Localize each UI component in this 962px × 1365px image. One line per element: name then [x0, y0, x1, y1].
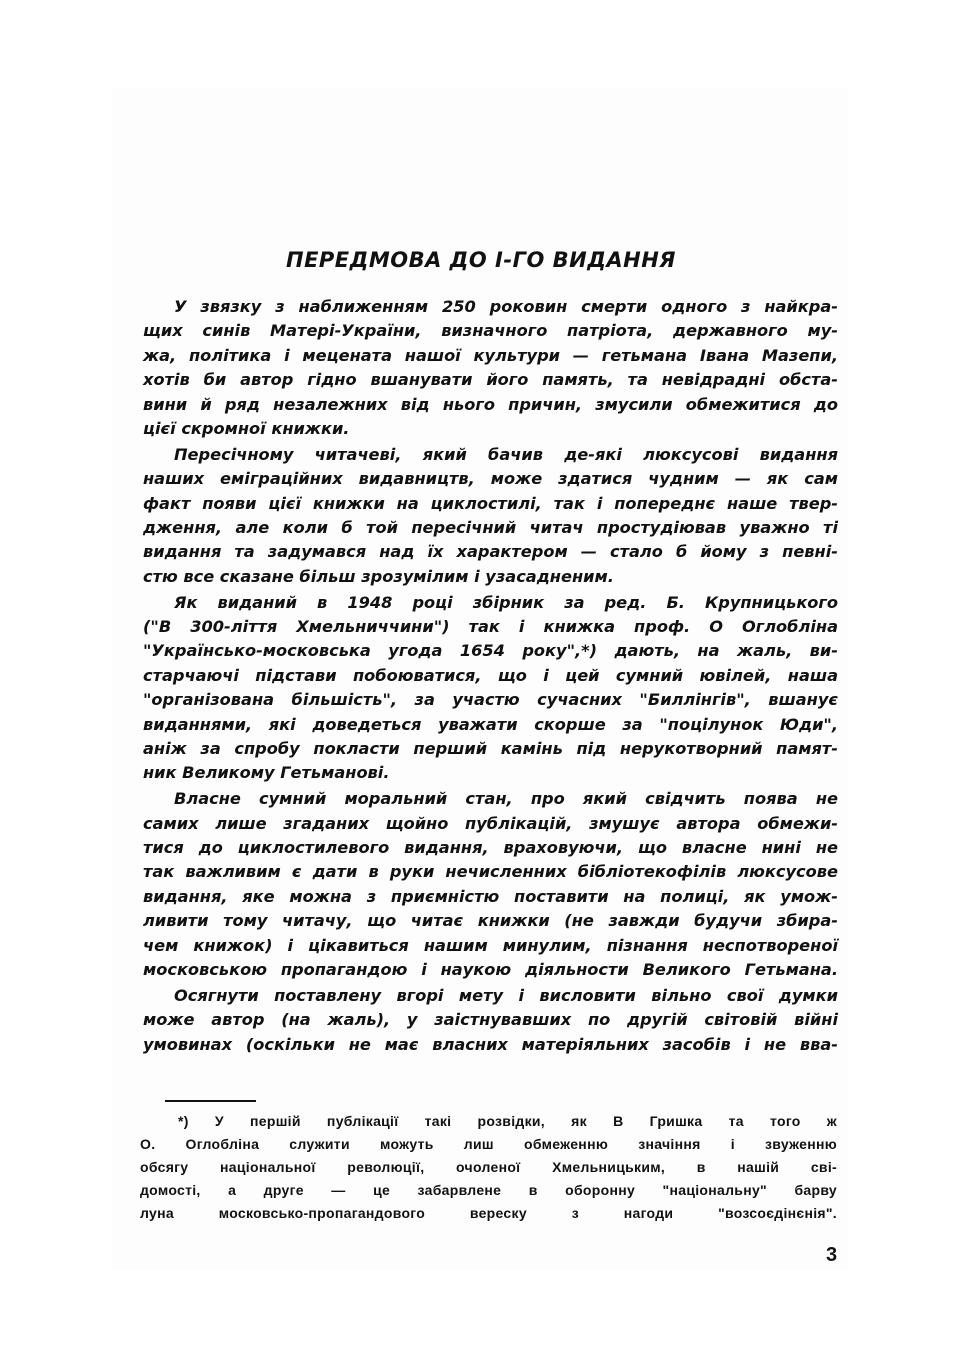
text-line: факт появи цієї книжки на циклостилі, так і попереднє наше твер-: [143, 493, 838, 513]
text-line: У звязку з наближенням 250 роковин смерти одного з найкра-: [174, 297, 838, 316]
text-line: ливити тому читачу, що читає книжки (не завжди будучи збира-: [143, 911, 838, 931]
footnote-line: луна московсько-пропагандового вереску з нагоди "возсоєдінєнія".: [140, 1205, 837, 1221]
text-line: видання та задумався над їх характером — стало б йому з певні-: [143, 542, 838, 562]
text-line: наших еміграційних видавництв, може здатися чудним — як сам: [143, 469, 838, 489]
text-line: цієї скромної книжки.: [143, 418, 350, 438]
text-line: "організована більшість", за участю сучасних "Биллінгів", вшанує: [143, 690, 838, 710]
text-line: хотів би автор гідно вшанувати його память, та невідрадні обста-: [143, 370, 838, 390]
paragraph-2: [143, 443, 838, 589]
footnote-line: *) У першій публікації такі розвідки, як В Гришка та того ж: [178, 1113, 837, 1129]
text-line: чем книжок) і цікавиться нашим минулим, пізнання неспотвореної: [143, 935, 838, 955]
text-line: Осягнути поставлену вгорі мету і висловити вільно свої думки: [174, 985, 838, 1005]
footnote: [140, 1110, 837, 1225]
text-line: так важливим є дати в руки нечисленних бібліотекофілів люксусове: [143, 862, 838, 882]
page-title: ПЕРЕДМОВА ДО І-ГО ВИДАННЯ: [286, 248, 676, 273]
text-line: дження, але коли б той пересічний читач простудіював уважно ті: [143, 518, 838, 538]
text-line: щих синів Матері-України, визначного патріота, державного му-: [143, 321, 838, 341]
text-line: аніж за спробу покласти перший камінь під нерукотворний памят-: [143, 739, 838, 759]
paragraph-3: [143, 591, 838, 786]
footnote-line: домості, а друге — це забарвлене в оборонну "національну" барву: [140, 1182, 837, 1198]
text-line: Як виданий в 1948 році збірник за ред. Б. Крупницького: [174, 592, 838, 612]
text-line: виданнями, які доведеться уважати скорше за "поцілунок Юди",: [143, 714, 838, 734]
text-line: Власне сумний моральний стан, про який свідчить поява не: [174, 789, 838, 809]
text-line: ("В 300-ліття Хмельниччини") так і книжка проф. О Оглобліна: [143, 617, 838, 637]
text-line: московською пропагандою і наукою діяльности Великого Гетьмана.: [143, 960, 838, 980]
text-line: старчаючі підстави побоюватися, що і цей сумний ювілей, наша: [143, 665, 838, 685]
paragraph-5: [143, 984, 838, 1057]
text-line: стю все сказане більш зрозумілим і узасадненим.: [143, 566, 614, 586]
footnote-divider: [165, 1100, 256, 1102]
paragraph-1: [143, 295, 838, 441]
text-line: видання, яке можна з приємністю поставити на полиці, як умож-: [143, 886, 838, 906]
text-line: Пересічному читачеві, який бачив де-які люксусові видання: [174, 444, 838, 464]
text-line: умовинах (оскільки не має власних матеріяльних засобів і не вва-: [143, 1034, 838, 1054]
text-line: жа, політика і мецената нашої культури — гетьмана Івана Мазепи,: [143, 345, 838, 365]
footnote-line: обсягу національної революції, очоленої Хмельницьким, в нашій сві-: [140, 1159, 837, 1175]
footnote-line: О. Оглобліна служити можуть лиш обмеженню значіння і звуженню: [140, 1136, 837, 1152]
page-number: 3: [826, 1244, 838, 1266]
text-line: вини й ряд незалежних від нього причин, змусили обмежитися до: [143, 394, 838, 414]
text-line: тися до циклостилевого видання, враховуючи, що власне нині не: [143, 838, 838, 858]
text-line: ник Великому Гетьманові.: [143, 763, 390, 783]
paragraph-4: [143, 787, 838, 982]
text-line: "Українсько-московська угода 1654 року",*) дають, на жаль, ви-: [143, 641, 838, 661]
body-text: [143, 295, 838, 1057]
text-line: самих лише згаданих щойно публікацій, змушує автора обмежи-: [143, 813, 838, 833]
text-line: може автор (на жаль), у заістнувавших по другій світовій війні: [143, 1010, 838, 1030]
